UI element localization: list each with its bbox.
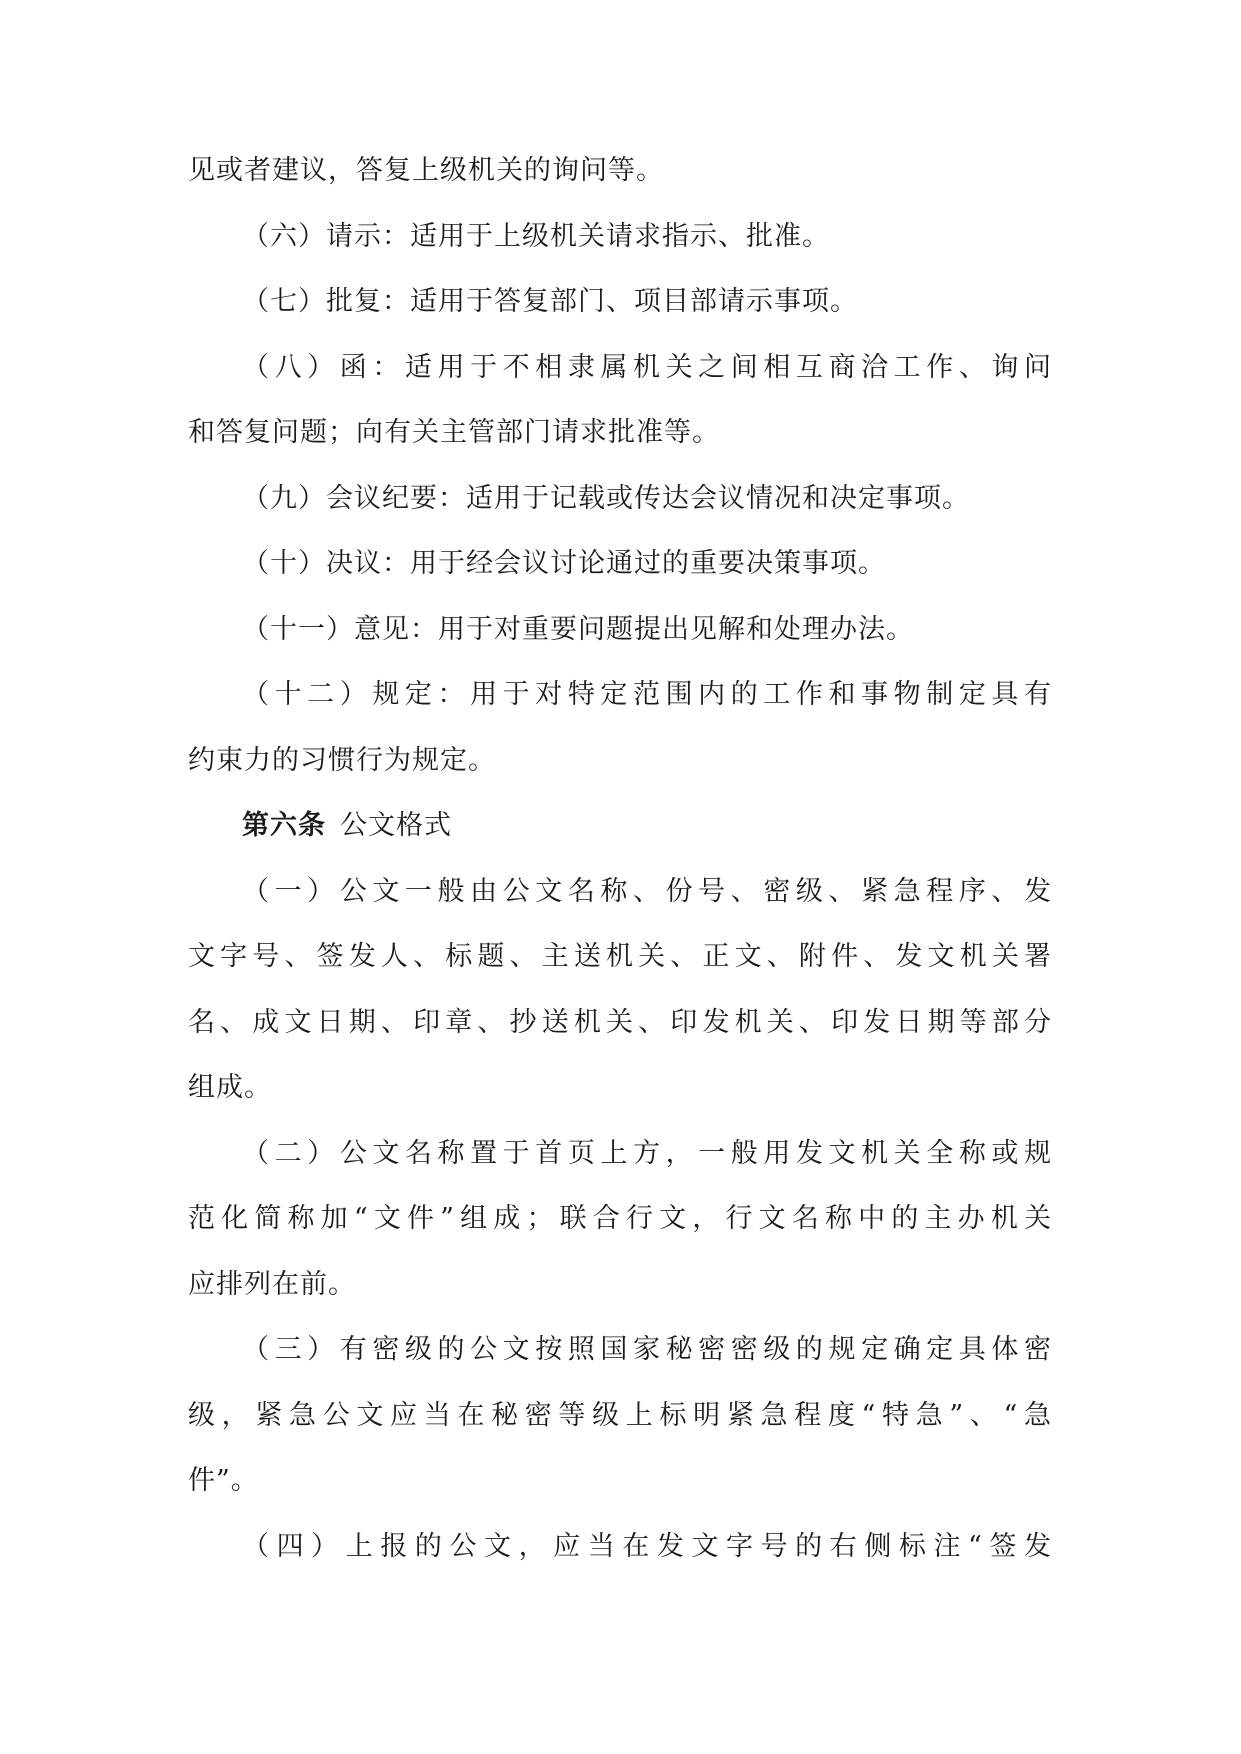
- text-line: （八）函：适用于不相隶属机关之间相互商洽工作、询问: [242, 351, 1052, 383]
- text-line: 组成。: [188, 1072, 272, 1103]
- document-body: [188, 152, 1052, 1593]
- article-number: 第六条: [242, 810, 326, 841]
- text-line: （二）公文名称置于首页上方，一般用发文机关全称或规: [242, 1137, 1052, 1169]
- text-line: （七）批复：适用于答复部门、项目部请示事项。: [242, 286, 858, 317]
- article-title: 公文格式: [340, 810, 452, 841]
- text-line: （九）会议纪要：适用于记载或传达会议情况和决定事项。: [242, 482, 970, 514]
- text-line: （三）有密级的公文按照国家秘密密级的规定确定具体密: [242, 1334, 1052, 1365]
- article-heading: [188, 807, 1052, 873]
- text-line: 文字号、签发人、标题、主送机关、正文、附件、发文机关署: [188, 941, 1052, 972]
- text-line: 见或者建议，答复上级机关的询问等。: [188, 155, 664, 186]
- text-line: （十）决议：用于经会议讨论通过的重要决策事项。: [242, 548, 886, 579]
- text-line: 和答复问题；向有关主管部门请求批准等。: [188, 417, 720, 448]
- text-line: 应排列在前。: [188, 1268, 356, 1300]
- text-line: （四）上报的公文，应当在发文字号的右侧标注“签发: [242, 1530, 1052, 1562]
- text-line: （十一）意见：用于对重要问题提出见解和处理办法。: [242, 613, 914, 645]
- text-line: 约束力的习惯行为规定。: [188, 744, 496, 776]
- text-line: （六）请示：适用于上级机关请求指示、批准。: [242, 220, 830, 252]
- text-line: 名、成文日期、印章、抄送机关、印发机关、印发日期等部分: [188, 1006, 1052, 1038]
- text-line: 级，紧急公文应当在秘密等级上标明紧急程度“特急”、“急: [188, 1399, 1052, 1431]
- text-line: （一）公文一般由公文名称、份号、密级、紧急程序、发: [242, 875, 1052, 907]
- text-line: （十二）规定：用于对特定范围内的工作和事物制定具有: [242, 679, 1052, 710]
- text-line: 范化简称加“文件”组成；联合行文，行文名称中的主办机关: [188, 1203, 1052, 1234]
- text-line: 件”。: [188, 1465, 259, 1496]
